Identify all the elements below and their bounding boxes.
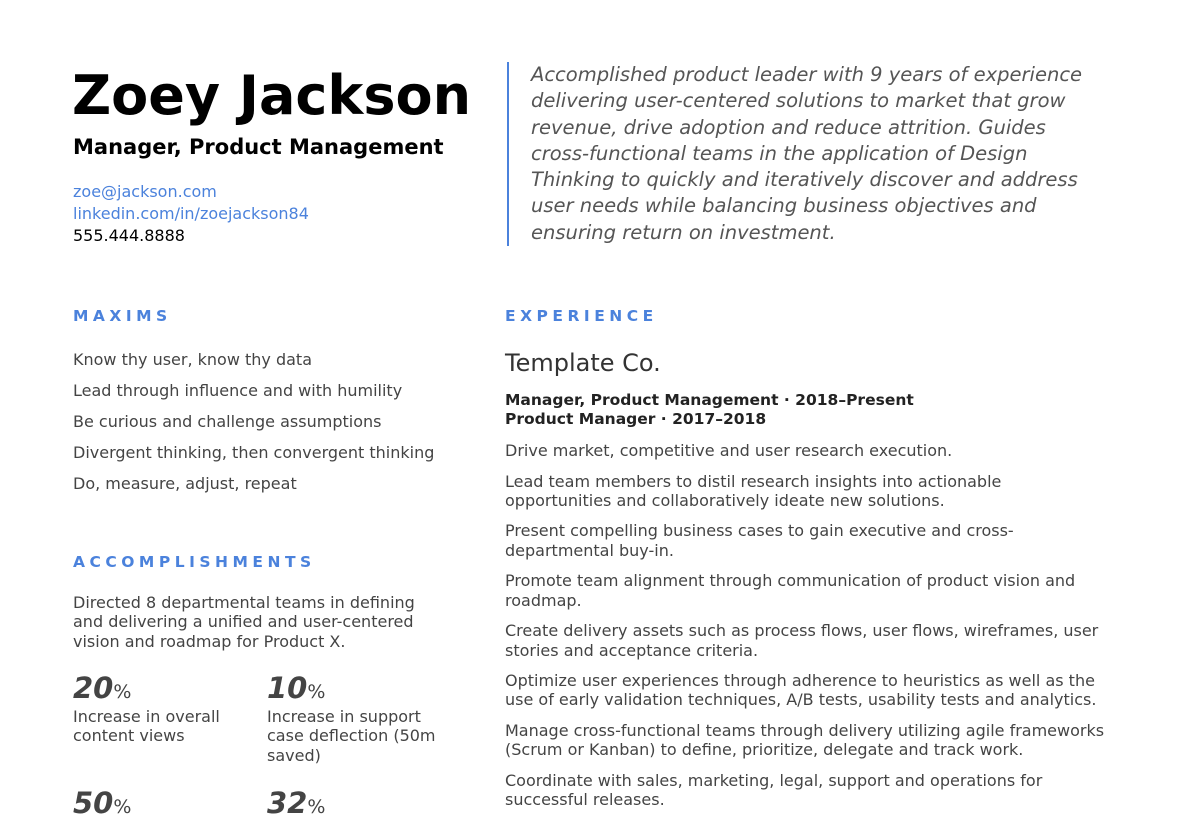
stat-unit: % [113, 796, 132, 818]
company-name: Template Co. [505, 349, 661, 377]
accomplishment-text: Directed 8 departmental teams in defining and delivering a unified and user-centered vision and roadmap for Product X. [73, 593, 415, 651]
stat-value: 10 [267, 671, 308, 705]
duty-item: Present compelling business cases to gain executive and cross-departmental buy-in. [505, 521, 1014, 560]
email-link[interactable]: zoe@jackson.com [73, 182, 217, 201]
stat-value: 50 [73, 786, 114, 820]
stat-description: Increase in support case deflection (50m saved) [267, 707, 436, 765]
maxim-item: Do, measure, adjust, repeat [73, 474, 297, 493]
duty-item: Promote team alignment through communication of product vision and roadmap. [505, 571, 1076, 610]
resume-name: Zoey Jackson [72, 64, 472, 127]
phone-number: 555.444.8888 [73, 226, 185, 245]
stat-item [267, 786, 442, 820]
linkedin-link[interactable]: linkedin.com/in/zoejackson84 [73, 204, 309, 223]
duty-item: Create delivery assets such as process flows, user flows, wireframes, user stories and acceptance criteria. [505, 621, 1099, 660]
stat-item [267, 671, 437, 765]
maxim-item: Be curious and challenge assumptions [73, 412, 382, 431]
maxims-heading: MAXIMS [73, 307, 172, 325]
duty-item: Optimize user experiences through adherence to heuristics as well as the use of early validation techniques, A/B tests, usability tests and analytics. [505, 671, 1097, 710]
stat-description: Increase in overall content views [73, 707, 220, 746]
contact-block [73, 181, 309, 247]
resume-role: Manager, Product Management [73, 135, 444, 159]
duty-item: Drive market, competitive and user research execution. [505, 441, 953, 460]
maxim-item: Know thy user, know thy data [73, 350, 313, 369]
accomplishments-heading: ACCOMPLISHMENTS [73, 553, 316, 571]
maxim-item: Lead through influence and with humility [73, 381, 403, 400]
stat-value: 32 [267, 786, 308, 820]
job-title: Product Manager · 2017–2018 [505, 410, 767, 428]
duties-list [505, 441, 1105, 821]
duty-item: Lead team members to distil research insights into actionable opportunities and collaboratively ideate new solutions. [505, 471, 1002, 510]
maxims-list [73, 350, 434, 505]
stat-item [73, 786, 248, 820]
summary-text: Accomplished product leader with 9 years of experience delivering user-centered solutions to market that grow revenue, drive adoption and reduce attrition. Guides cross-functional teams in the application of Design Thinking to quickly and iteratively discover and address user needs while balancing business objectives and ensuring return on investment. [507, 62, 1091, 246]
stat-unit: % [113, 681, 132, 703]
stat-unit: % [307, 796, 326, 818]
stat-unit: % [307, 681, 326, 703]
job-title: Manager, Product Management · 2018–Present [505, 391, 914, 409]
experience-heading: EXPERIENCE [505, 307, 658, 325]
duty-item: Manage cross-functional teams through delivery utilizing agile frameworks (Scrum or Kanban) to define, prioritize, delegate and track work. [505, 721, 1105, 760]
maxim-item: Divergent thinking, then convergent thinking [73, 443, 435, 462]
stat-value: 20 [73, 671, 114, 705]
stat-item [73, 671, 248, 746]
duty-item: Coordinate with sales, marketing, legal, support and operations for successful releases. [505, 770, 1043, 810]
